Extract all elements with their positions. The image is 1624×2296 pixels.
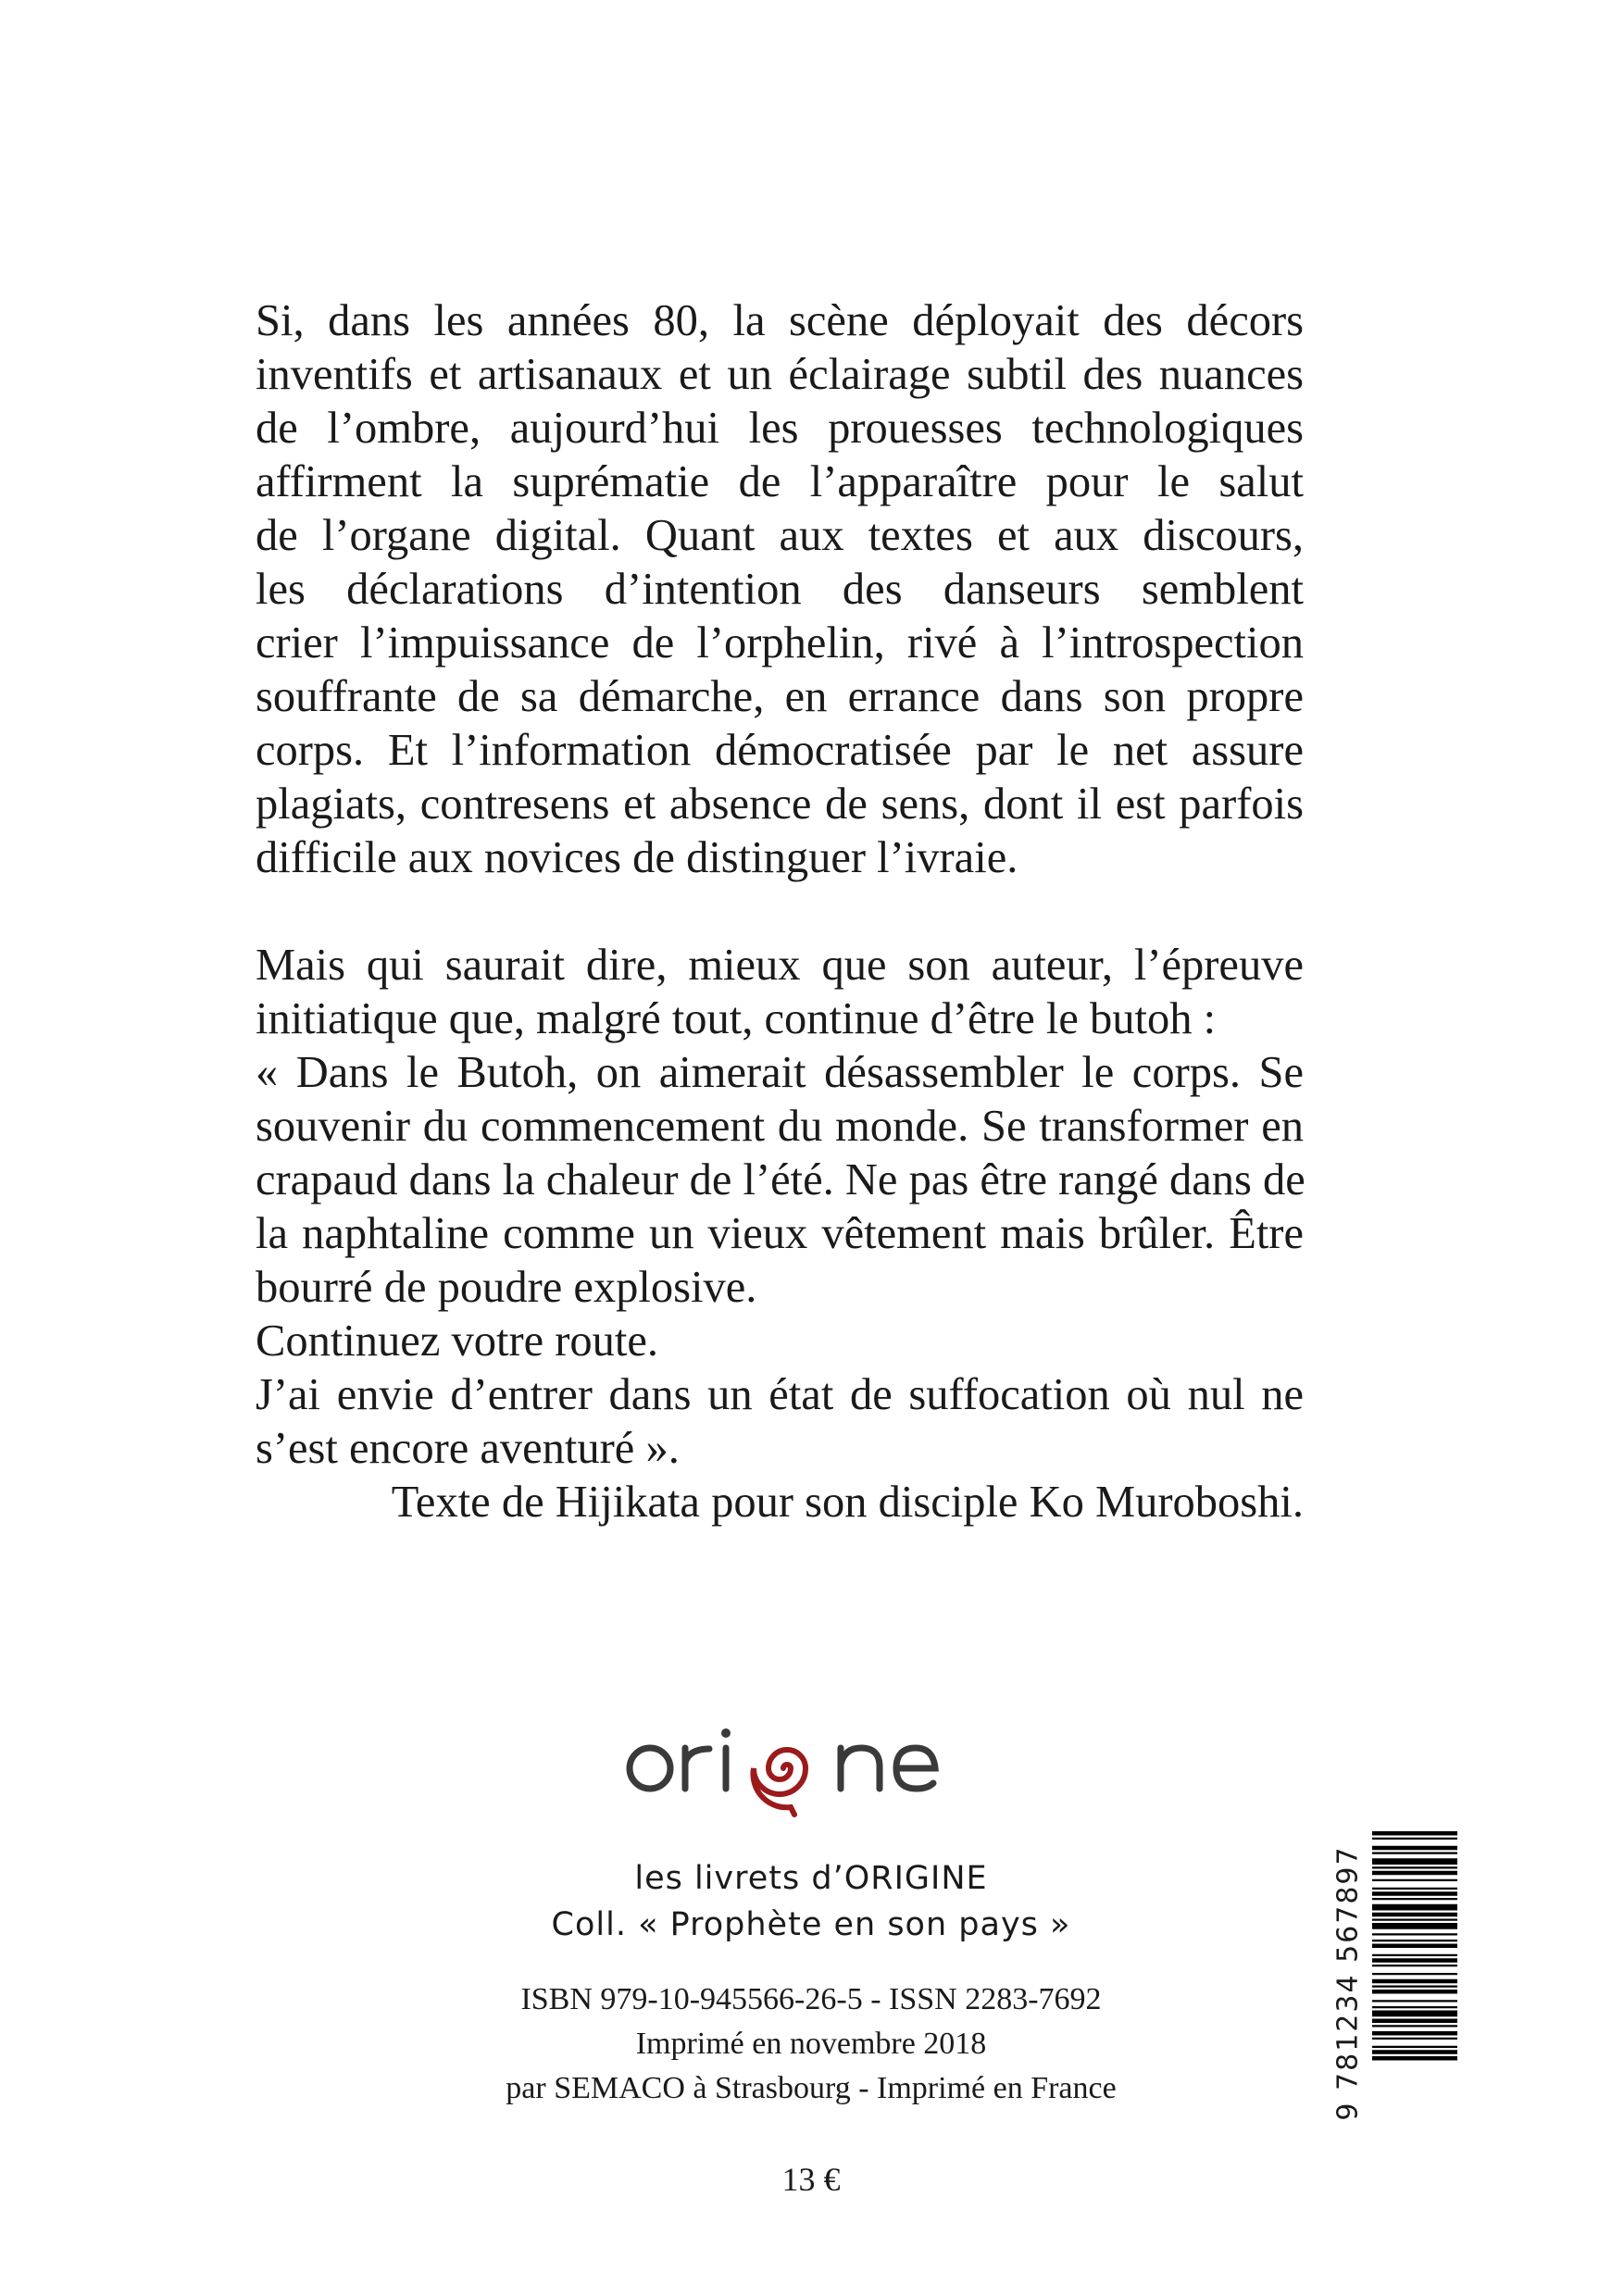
barcode-bar [1372,1891,1457,1896]
text-line: Mais qui saurait dire, mieux que son auteur, l’épreuve [256,941,1304,990]
barcode-bar [1372,1986,1457,1988]
barcode-bar [1372,1871,1457,1876]
text-line: s’est encore aventuré ». [256,1424,680,1473]
barcode-bar [1372,2031,1457,2036]
barcode-bar [1372,2025,1457,2027]
publisher-block [348,1855,1274,1948]
barcode-bar [1372,2019,1457,2024]
text-line: Si, dans les années 80, la scène déployait des décors [256,296,1304,345]
text-line: Continuez votre route. [256,1316,659,1366]
barcode-digits [1330,1829,1367,2137]
imprint-block [348,1978,1274,2111]
barcode-bar [1372,1858,1457,1865]
paragraph-2 [256,939,1304,1476]
barcode-bar [1372,1913,1457,1917]
quote-attribution: Texte de Hijikata pour son disciple Ko Muroboshi. [391,1478,1304,1527]
barcode-bar [1372,1904,1457,1911]
barcode-bar [1372,1954,1457,1956]
text-line: affirment la suprématie de l’apparaître pour le salut [256,457,1304,506]
barcode-bar [1372,1979,1457,1984]
series-name: les livrets d’ORIGINE [634,1860,988,1897]
barcode-bar [1372,2006,1457,2008]
barcode-bar [1372,1940,1457,1941]
text-line: J’ai envie d’entrer dans un état de suffocation où nul ne [256,1370,1304,1419]
text-line: de l’ombre, aujourd’hui les prouesses technologiques [256,404,1304,453]
text-line: difficile aux novices de distinguer l’ivraie. [256,833,1018,882]
barcode-bar [1372,2011,1457,2017]
barcode-bar [1372,1846,1457,1851]
barcode-bar [1372,2050,1457,2054]
barcode-bar [1372,1919,1457,1921]
text-line: les déclarations d’intention des danseurs semblent [256,565,1304,614]
barcode-bar [1372,1888,1457,1890]
isbn-issn: ISBN 979-10-945566-26-5 - ISSN 2283-7692 [520,1982,1102,2016]
barcode-bar [1372,1838,1457,1840]
barcode-bar [1372,1933,1457,1935]
text-line: souffrante de sa démarche, en errance dans son propre [256,672,1304,721]
barcode-bar [1372,1853,1457,1854]
text-line: bourré de poudre explosive. [256,1263,757,1312]
barcode-bar [1372,1990,1457,1994]
price: 13 € [781,2161,841,2198]
text-line: de l’organe digital. Quant aux textes et aux discours, [256,511,1304,560]
origine-logo [626,1720,941,1822]
text-line: initiatique que, malgré tout, continue d’être le butoh : [256,994,1217,1043]
barcode-bar [1372,2056,1457,2061]
barcode-bar [1372,1965,1457,1966]
barcode-bar [1372,1831,1457,1836]
text-line: plagiats, contresens et absence de sens, dont il est parfois [256,780,1304,829]
barcode-bar [1372,1866,1457,1868]
text-line: crier l’impuissance de l’orphelin, rivé à l’introspection [256,618,1304,668]
paragraph-gap [256,885,1304,939]
text-line: inventifs et artisanaux et un éclairage subtil des nuances [256,350,1304,399]
barcode-bar [1372,1923,1457,1929]
barcode-bar [1372,2000,1457,2002]
barcode-bar [1372,1898,1457,1900]
spiral-icon [753,1750,806,1815]
barcode-bar [1372,2038,1457,2040]
printer-info: par SEMACO à Strasbourg - Imprimé en France [506,2071,1117,2105]
barcode-number: 9 781234 567897 [1331,1845,1365,2121]
text-line: « Dans le Butoh, on aimerait désassembler le corps. Se [256,1048,1304,1097]
barcode-bar [1372,1973,1457,1975]
text-line: corps. Et l’information démocratisée par le net assure [256,726,1304,775]
printed-date: Imprimé en novembre 2018 [635,2027,987,2061]
back-cover-text [256,294,1304,1529]
text-line: crapaud dans la chaleur de l’été. Ne pas être rangé dans de [256,1155,1305,1204]
paragraph-1 [256,294,1304,885]
text-line: souvenir du commencement du monde. Se transformer en [256,1102,1304,1151]
barcode-bar [1372,1879,1457,1881]
barcode-bar [1372,2046,1457,2048]
collection-name: Coll. « Prophète en son pays » [551,1906,1071,1943]
barcode-bar [1372,1944,1457,1949]
barcode-bar [1372,1958,1457,1963]
text-line: la naphtaline comme un vieux vêtement mais brûler. Être [256,1209,1304,1258]
